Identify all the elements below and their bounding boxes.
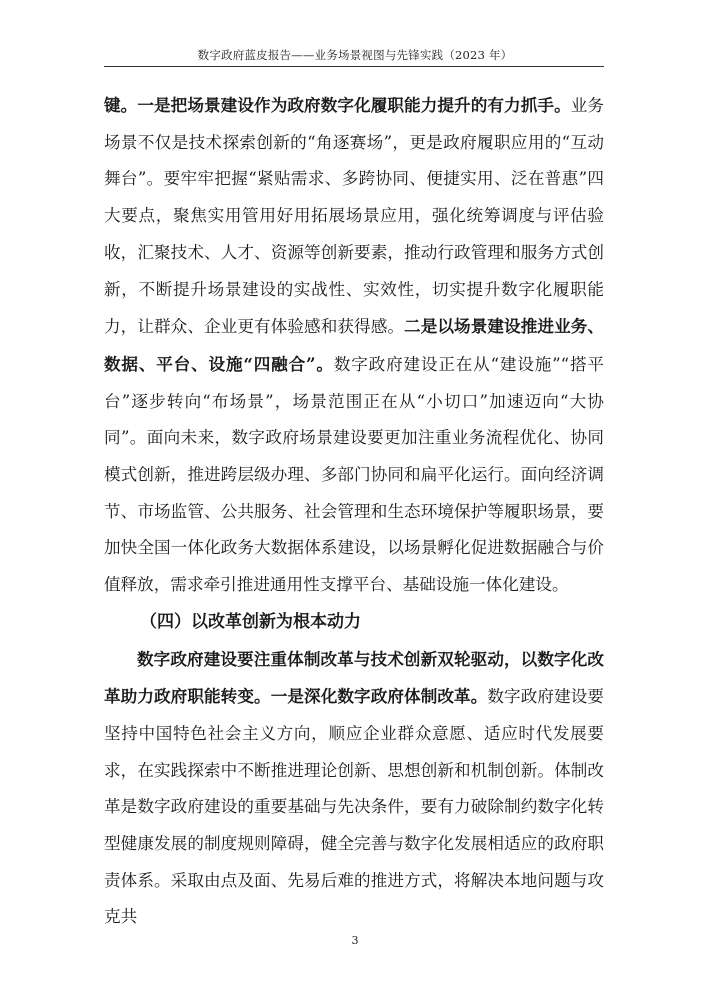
paragraph-reform-innovation: [104, 641, 604, 937]
body-text: [104, 87, 604, 936]
paragraph-text: 业务场景不仅是技术探索创新的“角逐赛场”，更是政府履职应用的“互动舞台”。要牢牢把握“紧贴需求、多跨协同、便捷实用、泛在普惠”四大要点，聚焦实用管用好用拓展场景应用，强化统筹调度与评估验收，汇聚技术、人才、资源等创新要素，推动行政管理和服务方式创新，不断提升场景建设的实战性、实效性，切实提升数字化履职能力，让群众、企业更有体验感和获得感。: [104, 96, 605, 337]
section-heading: （四）以改革创新为根本动力: [140, 611, 361, 632]
page-number: 3: [351, 934, 359, 947]
emphasis-lead: 数字政府建设要注重体制改革与技术创新双轮驱动，以数字化改革助力政府职能转变。一是深化数字政府体制改革。: [104, 648, 604, 707]
paragraph-text: 数字政府建设正在从“建设施”“搭平台”逐步转向“布场景”，场景范围正在从“小切口”加速迈向“大协同”。面向未来，数字政府场景建设要更加注重业务流程优化、协同模式创新，推进跨层级办理、多部门协同和扁平化运行。面向经济调节、市场监管、公共服务、社会管理和生态环境保护等履职场景，要加快全国一体化政务大数据体系建设，以场景孵化促进数据融合与价值释放，需求牵引推进通用性支撑平台、基础设施一体化建设。: [104, 354, 604, 595]
header-rule: [104, 66, 604, 67]
running-header: 数字政府蓝皮报告——业务场景视图与先锋实践（2023 年）: [197, 48, 513, 62]
paragraph-text: 数字政府建设要坚持中国特色社会主义方向，顺应企业群众意愿、适应时代发展要求，在实践探索中不断推进理论创新、思想创新和机制创新。体制改革是数字政府建设的重要基础与先决条件，要有力破除制约数字化转型健康发展的制度规则障碍，健全完善与数字化发展相适应的政府职责体系。采取由点及面、先易后难的推进方式，将解决本地问题与攻克共: [104, 687, 604, 927]
emphasis-point-two: 二是以场景建设推进业务、数据、平台、设施“四融合”。: [104, 316, 605, 374]
emphasis-point-one: 键。一是把场景建设作为政府数字化履职能力提升的有力抓手。: [104, 95, 571, 115]
paragraph-scene-construction: [104, 87, 604, 604]
